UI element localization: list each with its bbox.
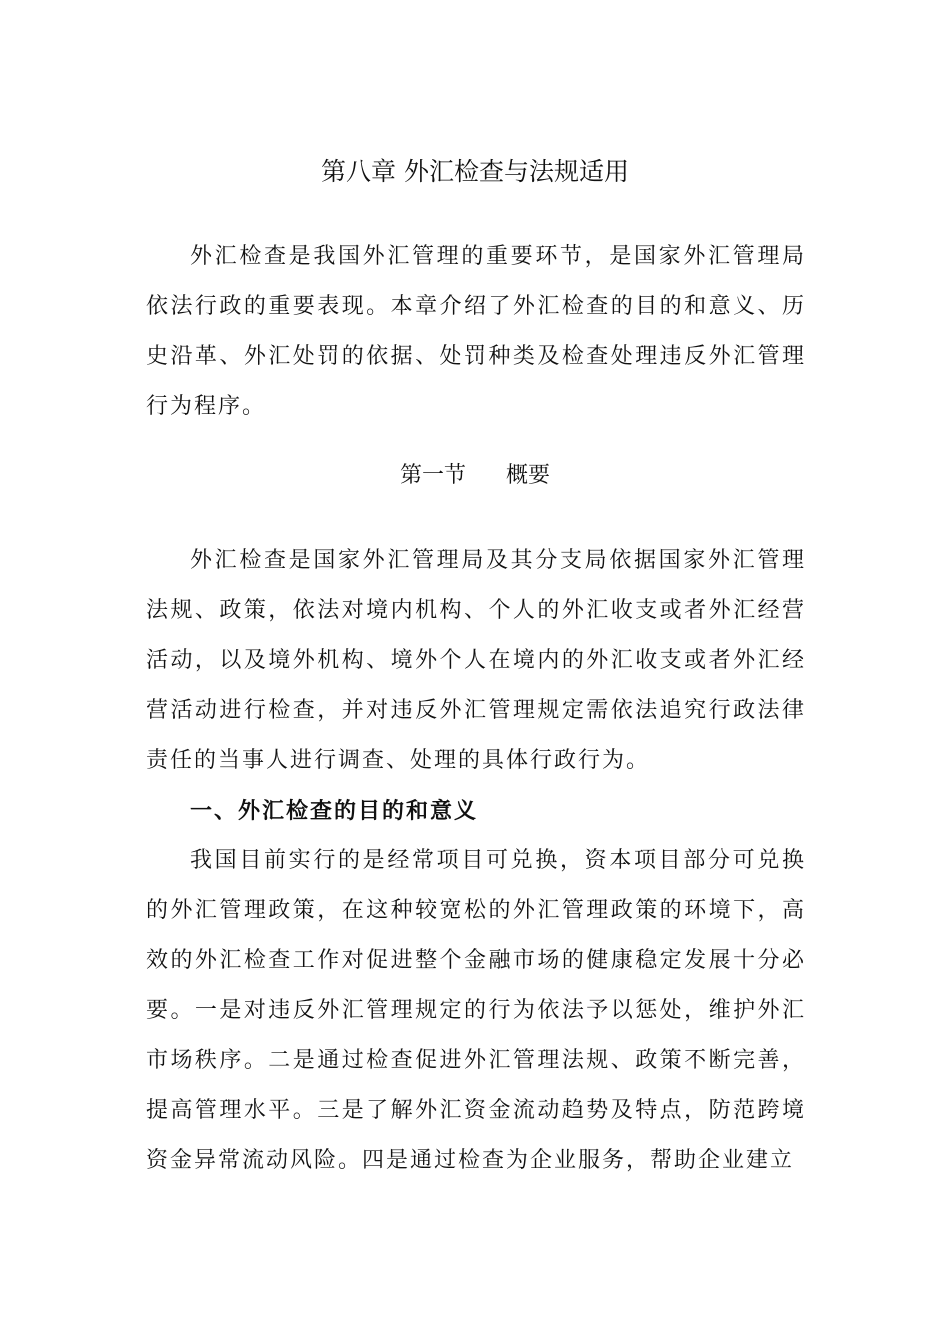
subheading-purpose: 一、外汇检查的目的和意义: [190, 798, 479, 824]
section-number: 第一节: [399, 463, 466, 488]
section-name: 概要: [506, 463, 551, 488]
chapter-title: 第八章 外汇检查与法规适用: [321, 157, 629, 186]
section-title: [0, 456, 950, 496]
intro-paragraph: 外汇检查是我国外汇管理的重要环节，是国家外汇管理局依法行政的重要表现。本章介绍了外汇检查的目的和意义、历史沿革、外汇处罚的依据、处罚种类及检查处理违反外汇管理行为程序。: [146, 244, 806, 419]
section-paragraph: 外汇检查是国家外汇管理局及其分支局依据国家外汇管理法规、政策，依法对境内机构、个人的外汇收支或者外汇经营活动，以及境外机构、境外个人在境内的外汇收支或者外汇经营活动进行检查，并对违反外汇管理规定需依法追究行政法律责任的当事人进行调查、处理的具体行政行为。: [146, 548, 806, 773]
purpose-paragraph: 我国目前实行的是经常项目可兑换，资本项目部分可兑换的外汇管理政策，在这种较宽松的外汇管理政策的环境下，高效的外汇检查工作对促进整个金融市场的健康稳定发展十分必要。一是对违反外汇管理规定的行为依法予以惩处，维护外汇市场秩序。二是通过检查促进外汇管理法规、政策不断完善，提高管理水平。三是了解外汇资金流动趋势及特点，防范跨境资金异常流动风险。四是通过检查为企业服务，帮助企业建立: [146, 848, 806, 1173]
